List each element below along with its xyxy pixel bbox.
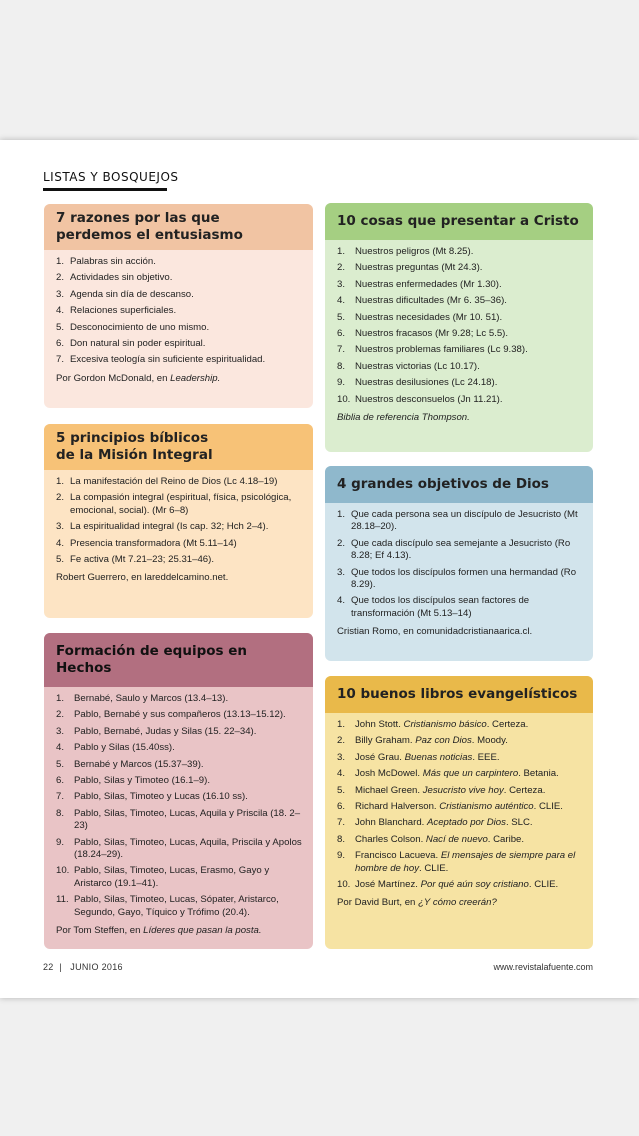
box-body bbox=[325, 503, 593, 638]
list-number: 7. bbox=[56, 354, 65, 366]
list-item bbox=[56, 865, 303, 890]
box-title: 4 grandes objetivos de Dios bbox=[337, 476, 549, 492]
list-number: 9. bbox=[337, 377, 346, 389]
list-text: Presencia transformadora (Mt 5.11–14) bbox=[70, 537, 237, 549]
list-item bbox=[337, 279, 583, 291]
list-number: 3. bbox=[337, 566, 346, 578]
list-text: Palabras sin acción. bbox=[70, 256, 156, 267]
list-number: 4. bbox=[337, 768, 346, 780]
box-list bbox=[337, 509, 583, 620]
list-number: 9. bbox=[337, 850, 346, 862]
list-number: 1. bbox=[56, 256, 65, 267]
list-number: 1. bbox=[56, 476, 65, 487]
book-publisher: . Betania. bbox=[518, 768, 559, 780]
list-item bbox=[337, 262, 583, 274]
list-number: 2. bbox=[56, 709, 65, 721]
list-number: 4. bbox=[56, 305, 65, 317]
book-title: El mensajes de siempre para el hombre de hoy bbox=[355, 850, 576, 874]
book-item bbox=[337, 801, 583, 813]
list-item bbox=[337, 344, 583, 356]
list-number: 8. bbox=[56, 807, 65, 819]
book-item bbox=[337, 817, 583, 829]
book-title: Paz con Dios bbox=[415, 735, 472, 747]
list-number: 5. bbox=[56, 758, 65, 770]
list-number: 1. bbox=[337, 246, 346, 257]
list-text: Que cada discípulo sea semejante a Jesucristo (Ro 8.28; Ef 4.13). bbox=[351, 537, 571, 562]
box-list bbox=[56, 256, 303, 367]
box-cosas-cristo bbox=[325, 203, 593, 452]
list-number: 4. bbox=[337, 295, 346, 307]
list-number: 5. bbox=[56, 554, 65, 566]
book-item bbox=[337, 719, 583, 731]
box-list bbox=[337, 719, 583, 891]
book-title: Más que un carpintero bbox=[422, 768, 519, 780]
book-item bbox=[337, 834, 583, 846]
book-title: Aceptado por Dios bbox=[427, 817, 506, 829]
list-item bbox=[337, 595, 583, 620]
book-item bbox=[337, 850, 583, 875]
book-title: Buenas noticias bbox=[404, 751, 473, 763]
list-text: Nuestros peligros (Mt 8.25). bbox=[355, 246, 474, 257]
book-item bbox=[337, 768, 583, 780]
list-text: La manifestación del Reino de Dios (Lc 4.18–19) bbox=[70, 476, 278, 487]
list-text: Nuestras enfermedades (Mr 1.30). bbox=[355, 278, 502, 290]
box-title-line1: 7 razones por las que bbox=[56, 210, 220, 226]
list-number: 1. bbox=[337, 509, 346, 520]
list-text: Nuestros fracasos (Mr 9.28; Lc 5.5). bbox=[355, 328, 509, 340]
box-head bbox=[44, 424, 313, 470]
list-item bbox=[56, 256, 303, 268]
book-author: Josh McDowel. bbox=[355, 768, 423, 780]
list-text: Nuestras dificultades (Mr 6. 35–36). bbox=[355, 295, 507, 307]
list-text: Agenda sin día de descanso. bbox=[70, 288, 194, 300]
book-author: Michael Green. bbox=[355, 784, 423, 796]
list-item bbox=[337, 538, 583, 563]
list-number: 5. bbox=[337, 784, 346, 796]
list-number: 2. bbox=[56, 492, 65, 504]
box-list bbox=[56, 476, 303, 566]
box-head bbox=[325, 203, 593, 240]
box-credit bbox=[337, 412, 583, 424]
book-author: John Stott. bbox=[355, 719, 404, 730]
list-text: Que todos los discípulos sean factores de transformación (Mt 5.13–14) bbox=[351, 595, 530, 619]
list-text: Nuestras desilusiones (Lc 24.18). bbox=[355, 377, 498, 389]
box-head bbox=[325, 466, 593, 503]
list-text: Nuestras necesidades (Mr 10. 51). bbox=[355, 311, 503, 323]
list-text: Bernabé, Saulo y Marcos (13.4–13). bbox=[74, 693, 229, 704]
list-number: 6. bbox=[56, 338, 65, 350]
list-item bbox=[337, 246, 583, 258]
list-item bbox=[56, 791, 303, 803]
list-number: 4. bbox=[56, 742, 65, 754]
list-item bbox=[337, 509, 583, 534]
list-text: Fe activa (Mt 7.21–23; 25.31–46). bbox=[70, 554, 214, 566]
footer-separator: | bbox=[59, 962, 62, 972]
list-text: La espiritualidad integral (Is cap. 32; Hch 2–4). bbox=[70, 521, 269, 533]
list-number: 2. bbox=[56, 272, 65, 284]
box-body bbox=[44, 250, 313, 385]
box-title-line1: 5 principios bíblicos bbox=[56, 430, 209, 446]
list-item bbox=[337, 394, 583, 406]
credit-prefix: Por David Burt, en bbox=[337, 897, 419, 909]
box-title: Formación de equipos en Hechos bbox=[56, 643, 248, 676]
list-item bbox=[56, 759, 303, 771]
list-text: Que cada persona sea un discípulo de Jesucristo (Mt 28.18–20). bbox=[351, 509, 578, 533]
list-item bbox=[56, 726, 303, 738]
list-text: La compasión integral (espiritual, física, psicológica, emocional, social). (Mr 6–8) bbox=[70, 492, 292, 516]
book-author: José Grau. bbox=[355, 751, 405, 763]
list-text: Actividades sin objetivo. bbox=[70, 272, 173, 284]
credit-prefix: Por Gordon McDonald, en bbox=[56, 372, 171, 384]
list-number: 6. bbox=[337, 328, 346, 340]
book-author: Billy Graham. bbox=[355, 735, 416, 747]
credit-source: Biblia de referencia Thompson. bbox=[337, 412, 470, 424]
box-credit bbox=[56, 373, 303, 385]
book-item bbox=[337, 879, 583, 891]
list-text: Relaciones superficiales. bbox=[70, 305, 177, 317]
list-item bbox=[337, 361, 583, 373]
list-item bbox=[337, 328, 583, 340]
box-razones-entusiasmo bbox=[44, 204, 313, 408]
list-text: Pablo, Silas, Timoteo y Lucas (16.10 ss). bbox=[74, 791, 248, 803]
list-item bbox=[56, 709, 303, 721]
section-rule bbox=[43, 188, 167, 191]
list-item bbox=[56, 338, 303, 350]
list-text: Nuestros problemas familiares (Lc 9.38). bbox=[355, 344, 528, 356]
book-publisher: . Certeza. bbox=[486, 719, 529, 730]
box-title: 10 buenos libros evangelísticos bbox=[337, 686, 578, 702]
list-text: Pablo y Silas (15.40ss). bbox=[74, 742, 175, 754]
box-title: 10 cosas que presentar a Cristo bbox=[337, 213, 579, 229]
box-objetivos-dios bbox=[325, 466, 593, 661]
box-title-line2: de la Misión Integral bbox=[56, 447, 213, 463]
list-text: Nuestras preguntas (Mt 24.3). bbox=[355, 262, 483, 274]
list-text: Pablo, Silas, Timoteo, Lucas, Aquila, Priscila y Apolos (18.24–29). bbox=[74, 836, 302, 861]
list-text: Pablo, Silas y Timoteo (16.1–9). bbox=[74, 775, 210, 787]
list-item bbox=[56, 837, 303, 862]
list-text: Excesiva teología sin suficiente espiritualidad. bbox=[70, 354, 266, 366]
list-text: Desconocimiento de uno mismo. bbox=[70, 321, 210, 333]
list-number: 3. bbox=[56, 521, 65, 533]
list-number: 1. bbox=[56, 693, 65, 704]
list-number: 7. bbox=[337, 344, 346, 356]
list-number: 10. bbox=[337, 879, 351, 891]
list-number: 4. bbox=[337, 595, 346, 607]
box-credit: Robert Guerrero, en lareddelcamino.net. bbox=[56, 572, 229, 584]
book-title: Por qué aún soy cristiano bbox=[420, 879, 529, 891]
footer-page-info bbox=[43, 962, 123, 972]
box-principios-mision bbox=[44, 424, 313, 618]
list-number: 1. bbox=[337, 719, 346, 730]
book-author: Francisco Lacueva. bbox=[355, 850, 441, 862]
book-publisher: . Caribe. bbox=[487, 833, 525, 845]
list-item bbox=[337, 567, 583, 592]
list-item bbox=[56, 521, 303, 533]
list-number: 4. bbox=[56, 537, 65, 549]
box-credit bbox=[337, 897, 583, 909]
list-number: 3. bbox=[337, 751, 346, 763]
list-number: 9. bbox=[56, 836, 65, 848]
box-head bbox=[44, 204, 313, 250]
box-list bbox=[56, 693, 303, 919]
list-number: 10. bbox=[337, 393, 351, 405]
book-item bbox=[337, 752, 583, 764]
book-author: John Blanchard. bbox=[355, 817, 427, 829]
list-text: Pablo, Silas, Timoteo, Lucas, Aquila y Priscila (18. 2–23) bbox=[74, 807, 301, 832]
list-item bbox=[56, 476, 303, 488]
credit-source: ¿Y cómo creerán? bbox=[418, 897, 497, 909]
book-item bbox=[337, 785, 583, 797]
list-item bbox=[56, 742, 303, 754]
book-title: Cristianismo auténtico bbox=[439, 801, 534, 813]
book-publisher: . Certeza. bbox=[503, 784, 546, 796]
list-text: Pablo, Silas, Timoteo, Lucas, Erasmo, Gayo y Aristarco (19.1–41). bbox=[74, 865, 270, 889]
list-text: Pablo, Bernabé, Judas y Silas (15. 22–34). bbox=[74, 725, 257, 737]
list-item bbox=[56, 289, 303, 301]
list-item bbox=[337, 295, 583, 307]
box-body bbox=[44, 687, 313, 937]
credit-source: Leadership. bbox=[170, 372, 221, 384]
list-item bbox=[56, 538, 303, 550]
list-item bbox=[56, 305, 303, 317]
list-number: 3. bbox=[56, 725, 65, 737]
list-item bbox=[56, 693, 303, 705]
list-text: Pablo, Bernabé y sus compañeros (13.13–15.12). bbox=[74, 709, 286, 721]
list-text: Pablo, Silas, Timoteo, Lucas, Sópater, Aristarco, Segundo, Gayo, Tíquico y Trófimo (20.4). bbox=[74, 894, 279, 918]
book-author: José Martínez. bbox=[355, 879, 421, 891]
list-number: 3. bbox=[337, 278, 346, 290]
list-item bbox=[56, 272, 303, 284]
box-list bbox=[337, 246, 583, 406]
box-credit bbox=[56, 925, 303, 937]
page-number: 22 bbox=[43, 962, 54, 972]
box-head bbox=[44, 633, 313, 687]
list-item bbox=[337, 377, 583, 389]
book-publisher: . SLC. bbox=[505, 817, 533, 829]
list-number: 11. bbox=[56, 894, 69, 906]
list-text: Que todos los discípulos formen una hermandad (Ro 8.29). bbox=[351, 566, 577, 591]
list-item bbox=[337, 312, 583, 324]
list-number: 3. bbox=[56, 288, 65, 300]
list-text: Nuestras victorias (Lc 10.17). bbox=[355, 360, 480, 372]
list-number: 8. bbox=[337, 833, 346, 845]
book-title: Jesucristo vive hoy bbox=[422, 784, 504, 796]
box-body bbox=[325, 240, 593, 424]
list-text: Nuestros desconsuelos (Jn 11.21). bbox=[355, 393, 503, 405]
list-number: 7. bbox=[56, 791, 65, 803]
list-number: 5. bbox=[56, 321, 65, 333]
list-number: 6. bbox=[337, 801, 346, 813]
issue-date: JUNIO 2016 bbox=[70, 962, 123, 972]
box-libros-evangelisticos bbox=[325, 676, 593, 949]
book-title: Nací de nuevo bbox=[425, 833, 488, 845]
list-number: 7. bbox=[337, 817, 346, 829]
list-item bbox=[56, 554, 303, 566]
list-number: 8. bbox=[337, 360, 346, 372]
list-number: 6. bbox=[56, 775, 65, 787]
box-credit: Cristian Romo, en comunidadcristianaarica.cl. bbox=[337, 626, 533, 638]
list-item bbox=[56, 322, 303, 334]
magazine-page bbox=[0, 140, 639, 998]
book-title: Cristianismo básico bbox=[403, 719, 487, 730]
list-number: 2. bbox=[337, 262, 346, 274]
box-body bbox=[325, 713, 593, 909]
list-text: Don natural sin poder espiritual. bbox=[70, 338, 206, 350]
list-item bbox=[56, 775, 303, 787]
book-publisher: . EEE. bbox=[472, 751, 500, 763]
list-item bbox=[56, 894, 303, 919]
book-author: Richard Halverson. bbox=[355, 801, 440, 813]
book-author: Charles Colson. bbox=[355, 833, 426, 845]
footer-url: www.revistalafuente.com bbox=[493, 962, 593, 972]
list-number: 5. bbox=[337, 311, 346, 323]
box-body bbox=[44, 470, 313, 584]
list-item bbox=[56, 492, 303, 517]
box-head bbox=[325, 676, 593, 713]
book-publisher: . CLIE. bbox=[419, 862, 449, 874]
list-number: 2. bbox=[337, 537, 346, 549]
book-item bbox=[337, 735, 583, 747]
list-number: 2. bbox=[337, 735, 346, 747]
credit-prefix: Por Tom Steffen, en bbox=[56, 925, 144, 937]
list-text: Bernabé y Marcos (15.37–39). bbox=[74, 758, 204, 770]
list-item bbox=[56, 354, 303, 366]
credit-source: Líderes que pasan la posta. bbox=[143, 925, 262, 937]
list-item bbox=[56, 808, 303, 833]
list-number: 10. bbox=[56, 865, 70, 877]
box-title-line2: perdemos el entusiasmo bbox=[56, 227, 243, 243]
section-title: LISTAS Y BOSQUEJOS bbox=[43, 170, 179, 184]
box-formacion-equipos bbox=[44, 633, 313, 949]
book-publisher: . CLIE. bbox=[533, 801, 563, 813]
book-publisher: . CLIE. bbox=[528, 879, 559, 891]
book-publisher: . Moody. bbox=[471, 735, 508, 747]
